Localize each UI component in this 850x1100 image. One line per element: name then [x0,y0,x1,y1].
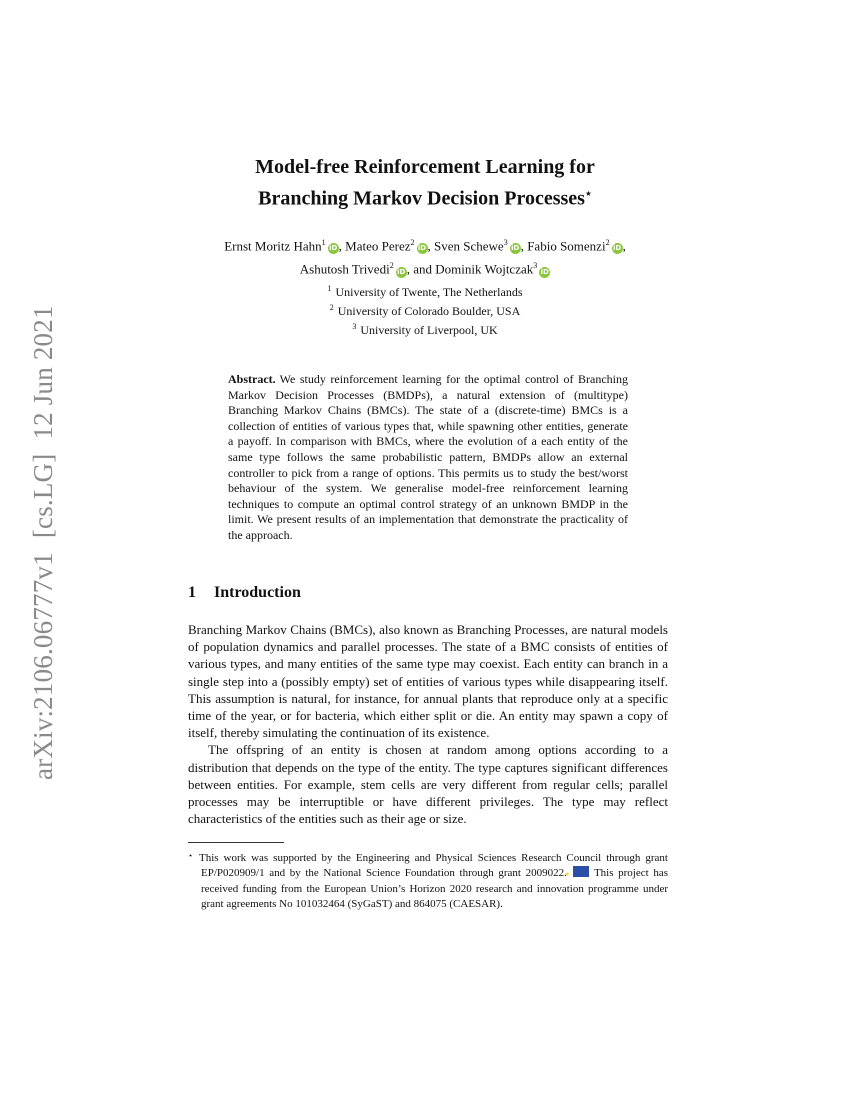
author-affiliation-mark: 3 [533,261,538,271]
affiliation-list [0,281,850,338]
author-name: Fabio Somenzi [527,238,606,254]
author-separator: , [427,238,435,254]
author-affiliation-mark: 2 [410,238,415,247]
author-name: Ashutosh Trivedi [299,261,390,277]
arxiv-category: [cs.LG] [28,453,58,539]
section-number: 1 [188,584,196,601]
title-line-2-text: Branching Markov Decision Processes [258,187,585,210]
author-name: Mateo Perez [345,238,411,254]
paragraph: Branching Markov Chains (BMCs), also known as Branching Processes, are natural models of population dynamics and parallel processes. The state of a BMC consists of entities of various types, and many entities of the same type may coexist. Each entity can branch in a single step into a (possibly empty) set of entities of various types while disappearing itself. This assumption is natural, for instance, for annual plants that reproduce only at a specific time of the year, or for bacteria, which either split or die. An entity may spawn a copy of itself, thereby simulating the continuation of its existence. [188,622,668,741]
author-affiliation-mark: 3 [503,238,508,247]
orcid-icon[interactable]: iD [417,244,427,253]
author-affiliation-mark: 1 [321,238,326,247]
title-line-1: Model-free Reinforcement Learning for [255,156,595,178]
paper-title [0,154,850,213]
affiliation-number: 2 [329,303,334,312]
affiliation-item [0,319,850,338]
affiliation-item [0,300,850,319]
author-line-2 [0,256,850,279]
title-footnote-mark[interactable]: ⋆ [584,188,592,200]
orcid-icon[interactable]: iD [511,244,520,253]
orcid-icon[interactable]: iD [397,267,406,276]
abstract-text: We study reinforcement learning for the optimal control of Branching Markov Decision Processes (BMDPs), a natural extension of (multitype) Branching Markov Chains (BMCs). The state of a (discrete-time) BMCs is a collection of entities of various types that, while spawning other entities, generate a payoff. In comparison with BMCs, where the evolution of a each entity of the same type follows the same probabilistic pattern, BMDPs allow an external controller to pick from a range of options. This permits us to study the best/worst behaviour of the system. We generalise model-free reinforcement learning techniques to compute an optimal control strategy of an unknown BMDP in the limit. We present results of an implementation that demonstrate the practicality of the approach. [228,372,628,542]
author-separator: , [520,238,528,254]
footnote-body [188,848,668,912]
affiliation-item [0,281,850,300]
affiliation-number: 3 [352,322,357,331]
affiliation-text: University of Colorado Boulder, USA [337,304,521,318]
arxiv-date: 12 Jun 2021 [28,305,58,440]
author-list [0,233,850,280]
footnote-mark: ⋆ [188,851,194,860]
author-separator: , [338,238,346,254]
footnote-text-part-1: This work was supported by the Engineering and Physical Sciences Research Council through grant EP/P020909/1 and by the National Science Foundation through grant 2009022. [199,852,668,880]
paragraph: The offspring of an entity is chosen at random among options according to a distribution that depends on the type of the entity. The type captures significant differences between entities. For example, stem cells are very different from regular cells; parallel processes may be interruptible or have different privileges. The type may reflect characteristics of the entities such as their age or size. [188,742,668,827]
affiliation-text: University of Twente, The Netherlands [335,285,523,299]
author-name: Ernst Moritz Hahn [224,238,322,254]
footnote [188,848,668,912]
author-name: Sven Schewe [434,238,504,254]
orcid-icon[interactable]: iD [329,244,338,253]
body-text [188,621,668,827]
orcid-icon[interactable]: iD [612,244,622,253]
eu-flag-icon [573,866,589,877]
arxiv-id: arXiv:2106.06777v1 [28,552,58,780]
abstract-label: Abstract. [228,372,276,386]
author-affiliation-mark: 2 [389,261,394,271]
section-heading [188,584,301,602]
orcid-icon[interactable]: iD [540,267,549,276]
footnote-rule [188,842,284,843]
author-separator: , and [406,261,436,277]
arxiv-sidebar-identifier [28,291,59,780]
author-name: Dominik Wojtczak [435,261,534,277]
author-line-1 [0,233,850,256]
affiliation-text: University of Liverpool, UK [360,323,498,337]
author-separator: , [622,238,626,254]
abstract [228,372,628,544]
section-title: Introduction [214,584,301,601]
author-affiliation-mark: 2 [605,238,610,247]
footnote-text-part-2: This project has received funding from the European Union’s Horizon 2020 research and innovation programme under grant agreements No 101032464 (SyGaST) and 864075 (CAESAR). [201,867,668,910]
affiliation-number: 1 [327,284,332,293]
title-line-2 [0,181,850,213]
